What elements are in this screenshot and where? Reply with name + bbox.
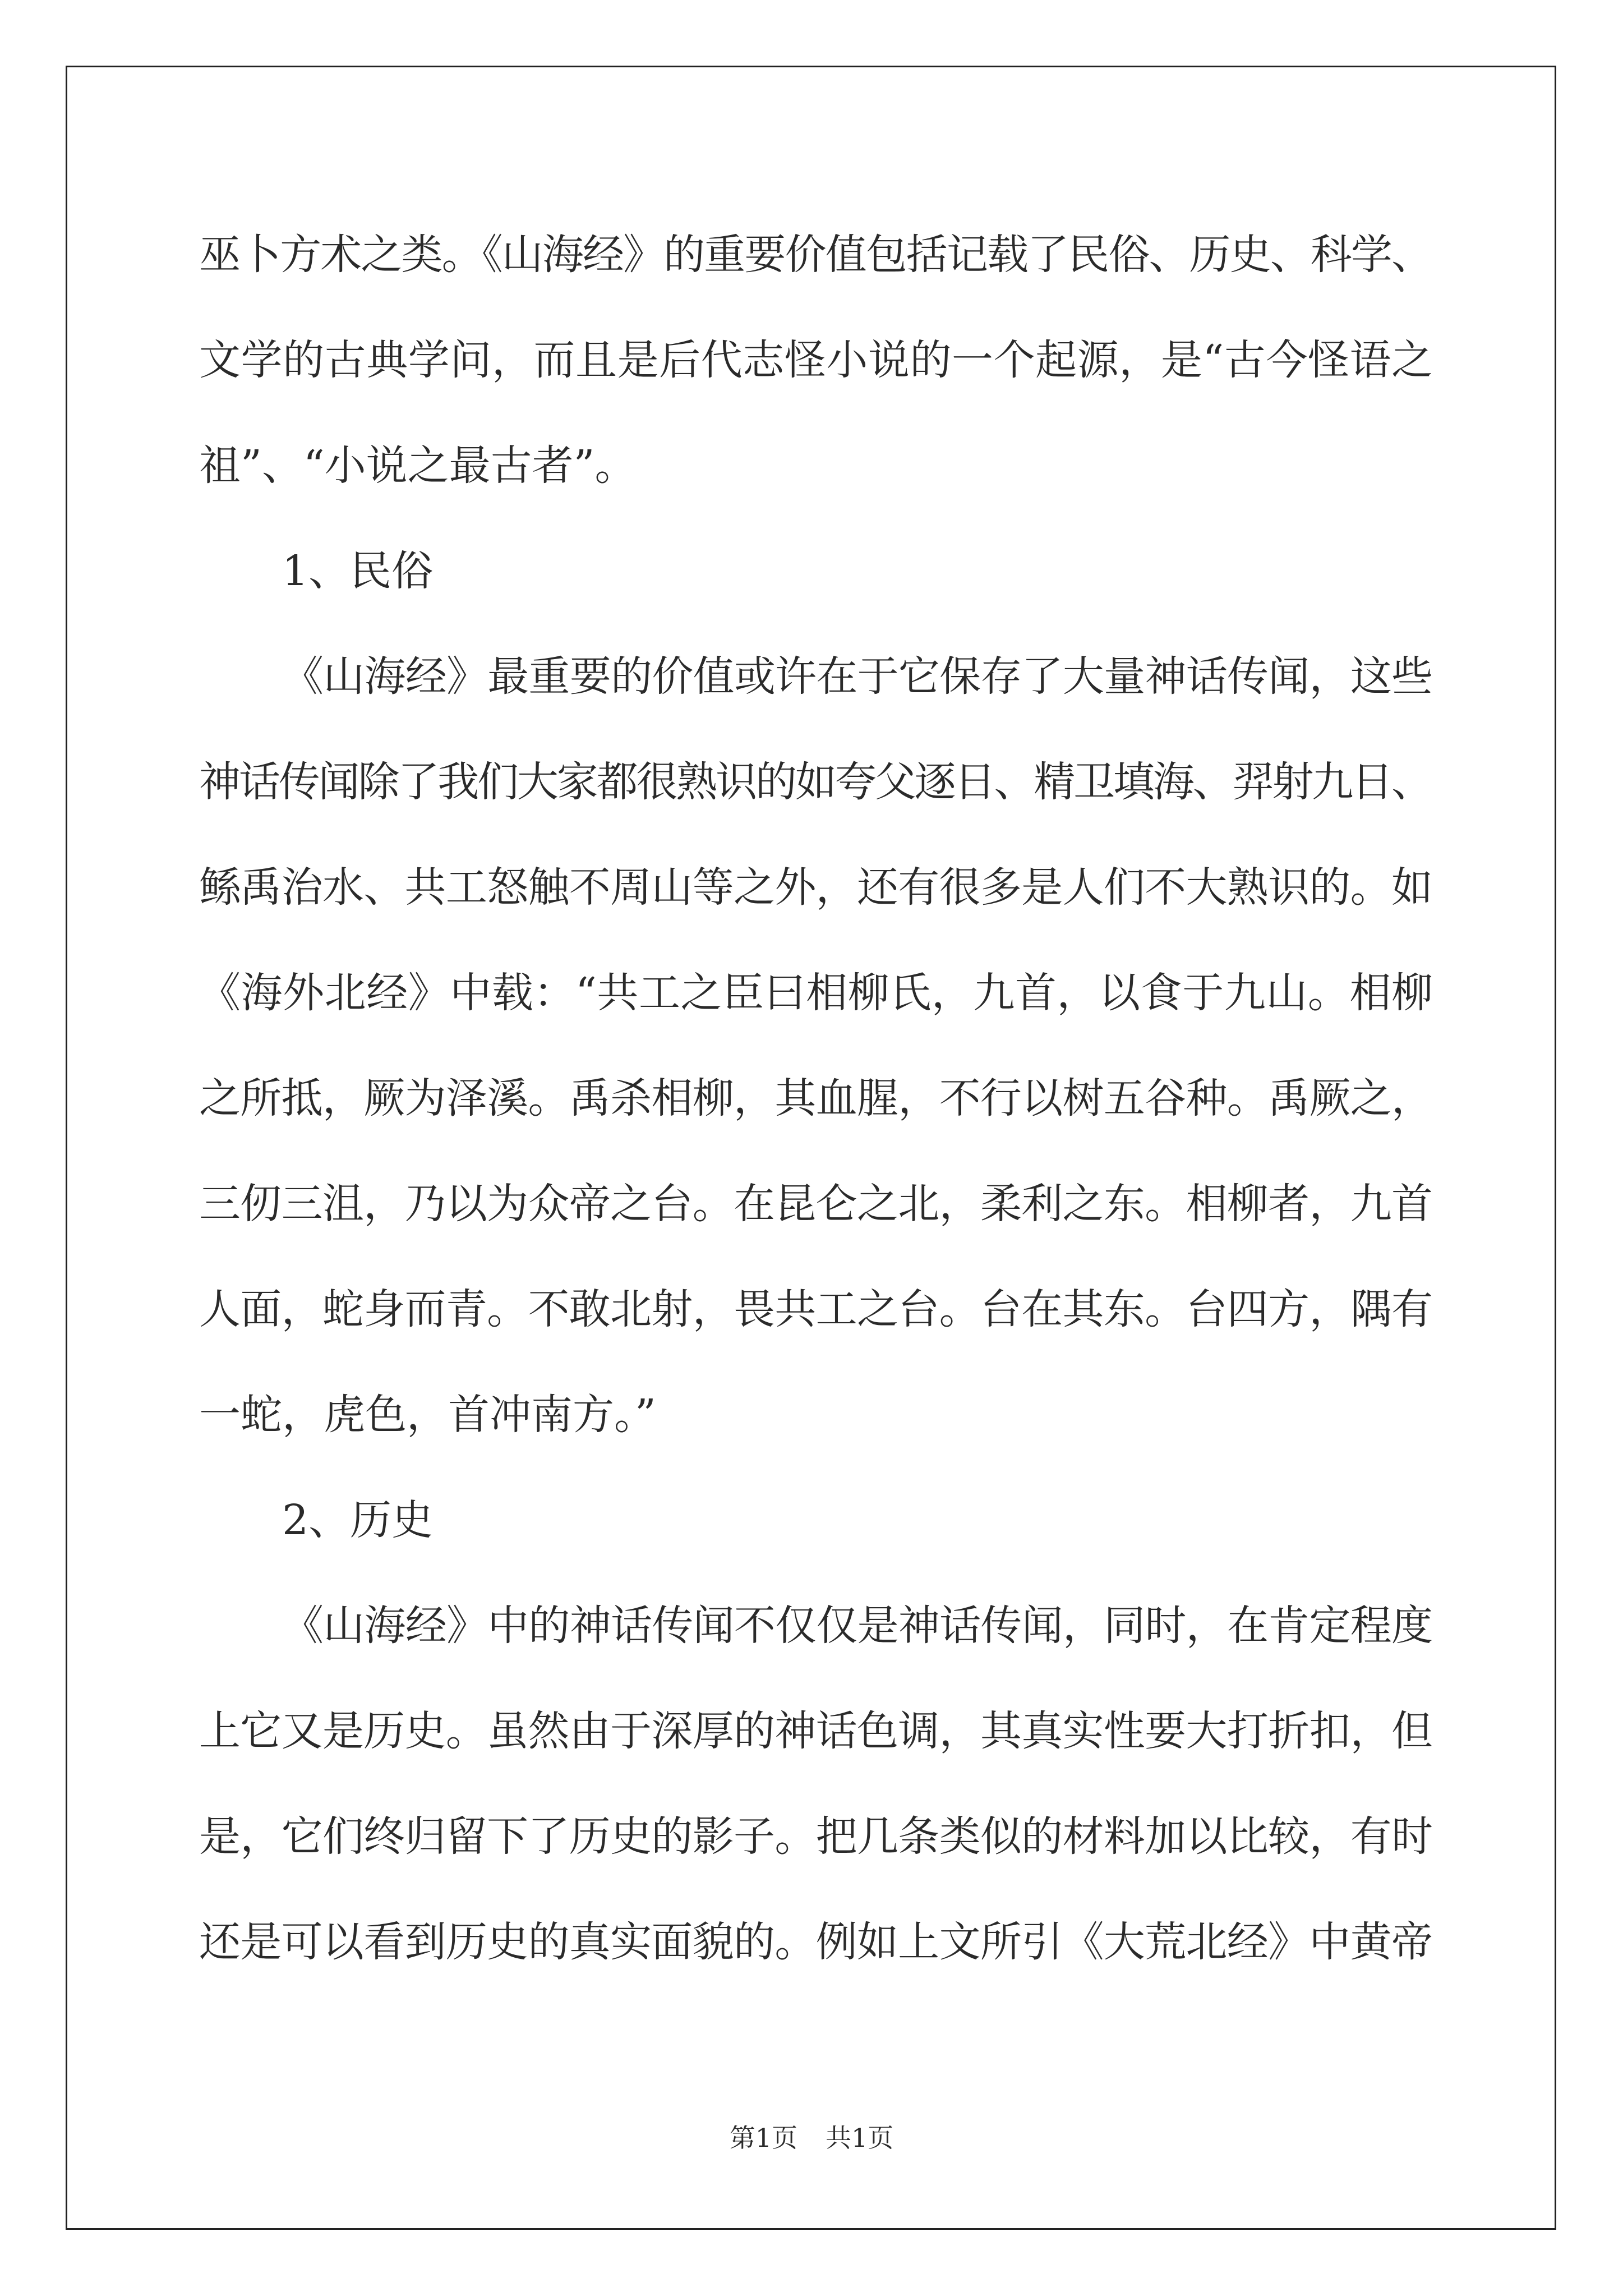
section-heading-history: 2、历史 xyxy=(282,1496,434,1544)
text-line-17: 还是可以看到历史的真实面貌的。例如上文所引《大荒北经》中黄帝 xyxy=(199,1918,1433,1966)
text-line-3: 祖”、“小说之最古者”。 xyxy=(199,441,637,490)
document-body xyxy=(199,202,1433,1995)
section-heading-folklore: 1、民俗 xyxy=(282,547,434,595)
text-line-2: 文学的古典学问，而且是后代志怪小说的一个起源，是“古今怪语之 xyxy=(199,336,1433,384)
page-number-total: 共1页 xyxy=(826,2123,894,2153)
text-line-5: 《山海经》最重要的价值或许在于它保存了大量神话传闻，这些 xyxy=(282,652,1433,701)
page-number-current: 第1页 xyxy=(729,2123,797,2153)
text-line-7: 鲧禹治水、共工怒触不周山等之外，还有很多是人们不大熟识的。如 xyxy=(199,863,1433,912)
text-line-14: 《山海经》中的神话传闻不仅仅是神话传闻，同时，在肯定程度 xyxy=(282,1602,1433,1650)
text-line-6: 神话传闻除了我们大家都很熟识的如夸父逐日、精卫填海、羿射九日、 xyxy=(199,758,1431,806)
text-line-8: 《海外北经》中载：“共工之臣曰相柳氏，九首，以食于九山。相柳 xyxy=(199,969,1433,1017)
text-line-9: 之所抵，厥为泽溪。禹杀相柳，其血腥，不行以树五谷种。禹厥之， xyxy=(199,1074,1433,1122)
text-line-11: 人面，蛇身而青。不敢北射，畏共工之台。台在其东。台四方，隅有 xyxy=(199,1285,1433,1333)
text-line-15: 上它又是历史。虽然由于深厚的神话色调，其真实性要大打折扣，但 xyxy=(199,1707,1433,1755)
text-line-16: 是，它们终归留下了历史的影子。把几条类似的材料加以比较，有时 xyxy=(199,1812,1433,1861)
page-footer xyxy=(0,2118,1623,2155)
text-line-1: 巫卜方术之类。《山海经》的重要价值包括记载了民俗、历史、科学、 xyxy=(199,231,1432,279)
text-line-12: 一蛇，虎色，首冲南方。” xyxy=(199,1391,656,1439)
text-line-10: 三仞三沮，乃以为众帝之台。在昆仑之北，柔利之东。相柳者，九首 xyxy=(199,1180,1433,1228)
